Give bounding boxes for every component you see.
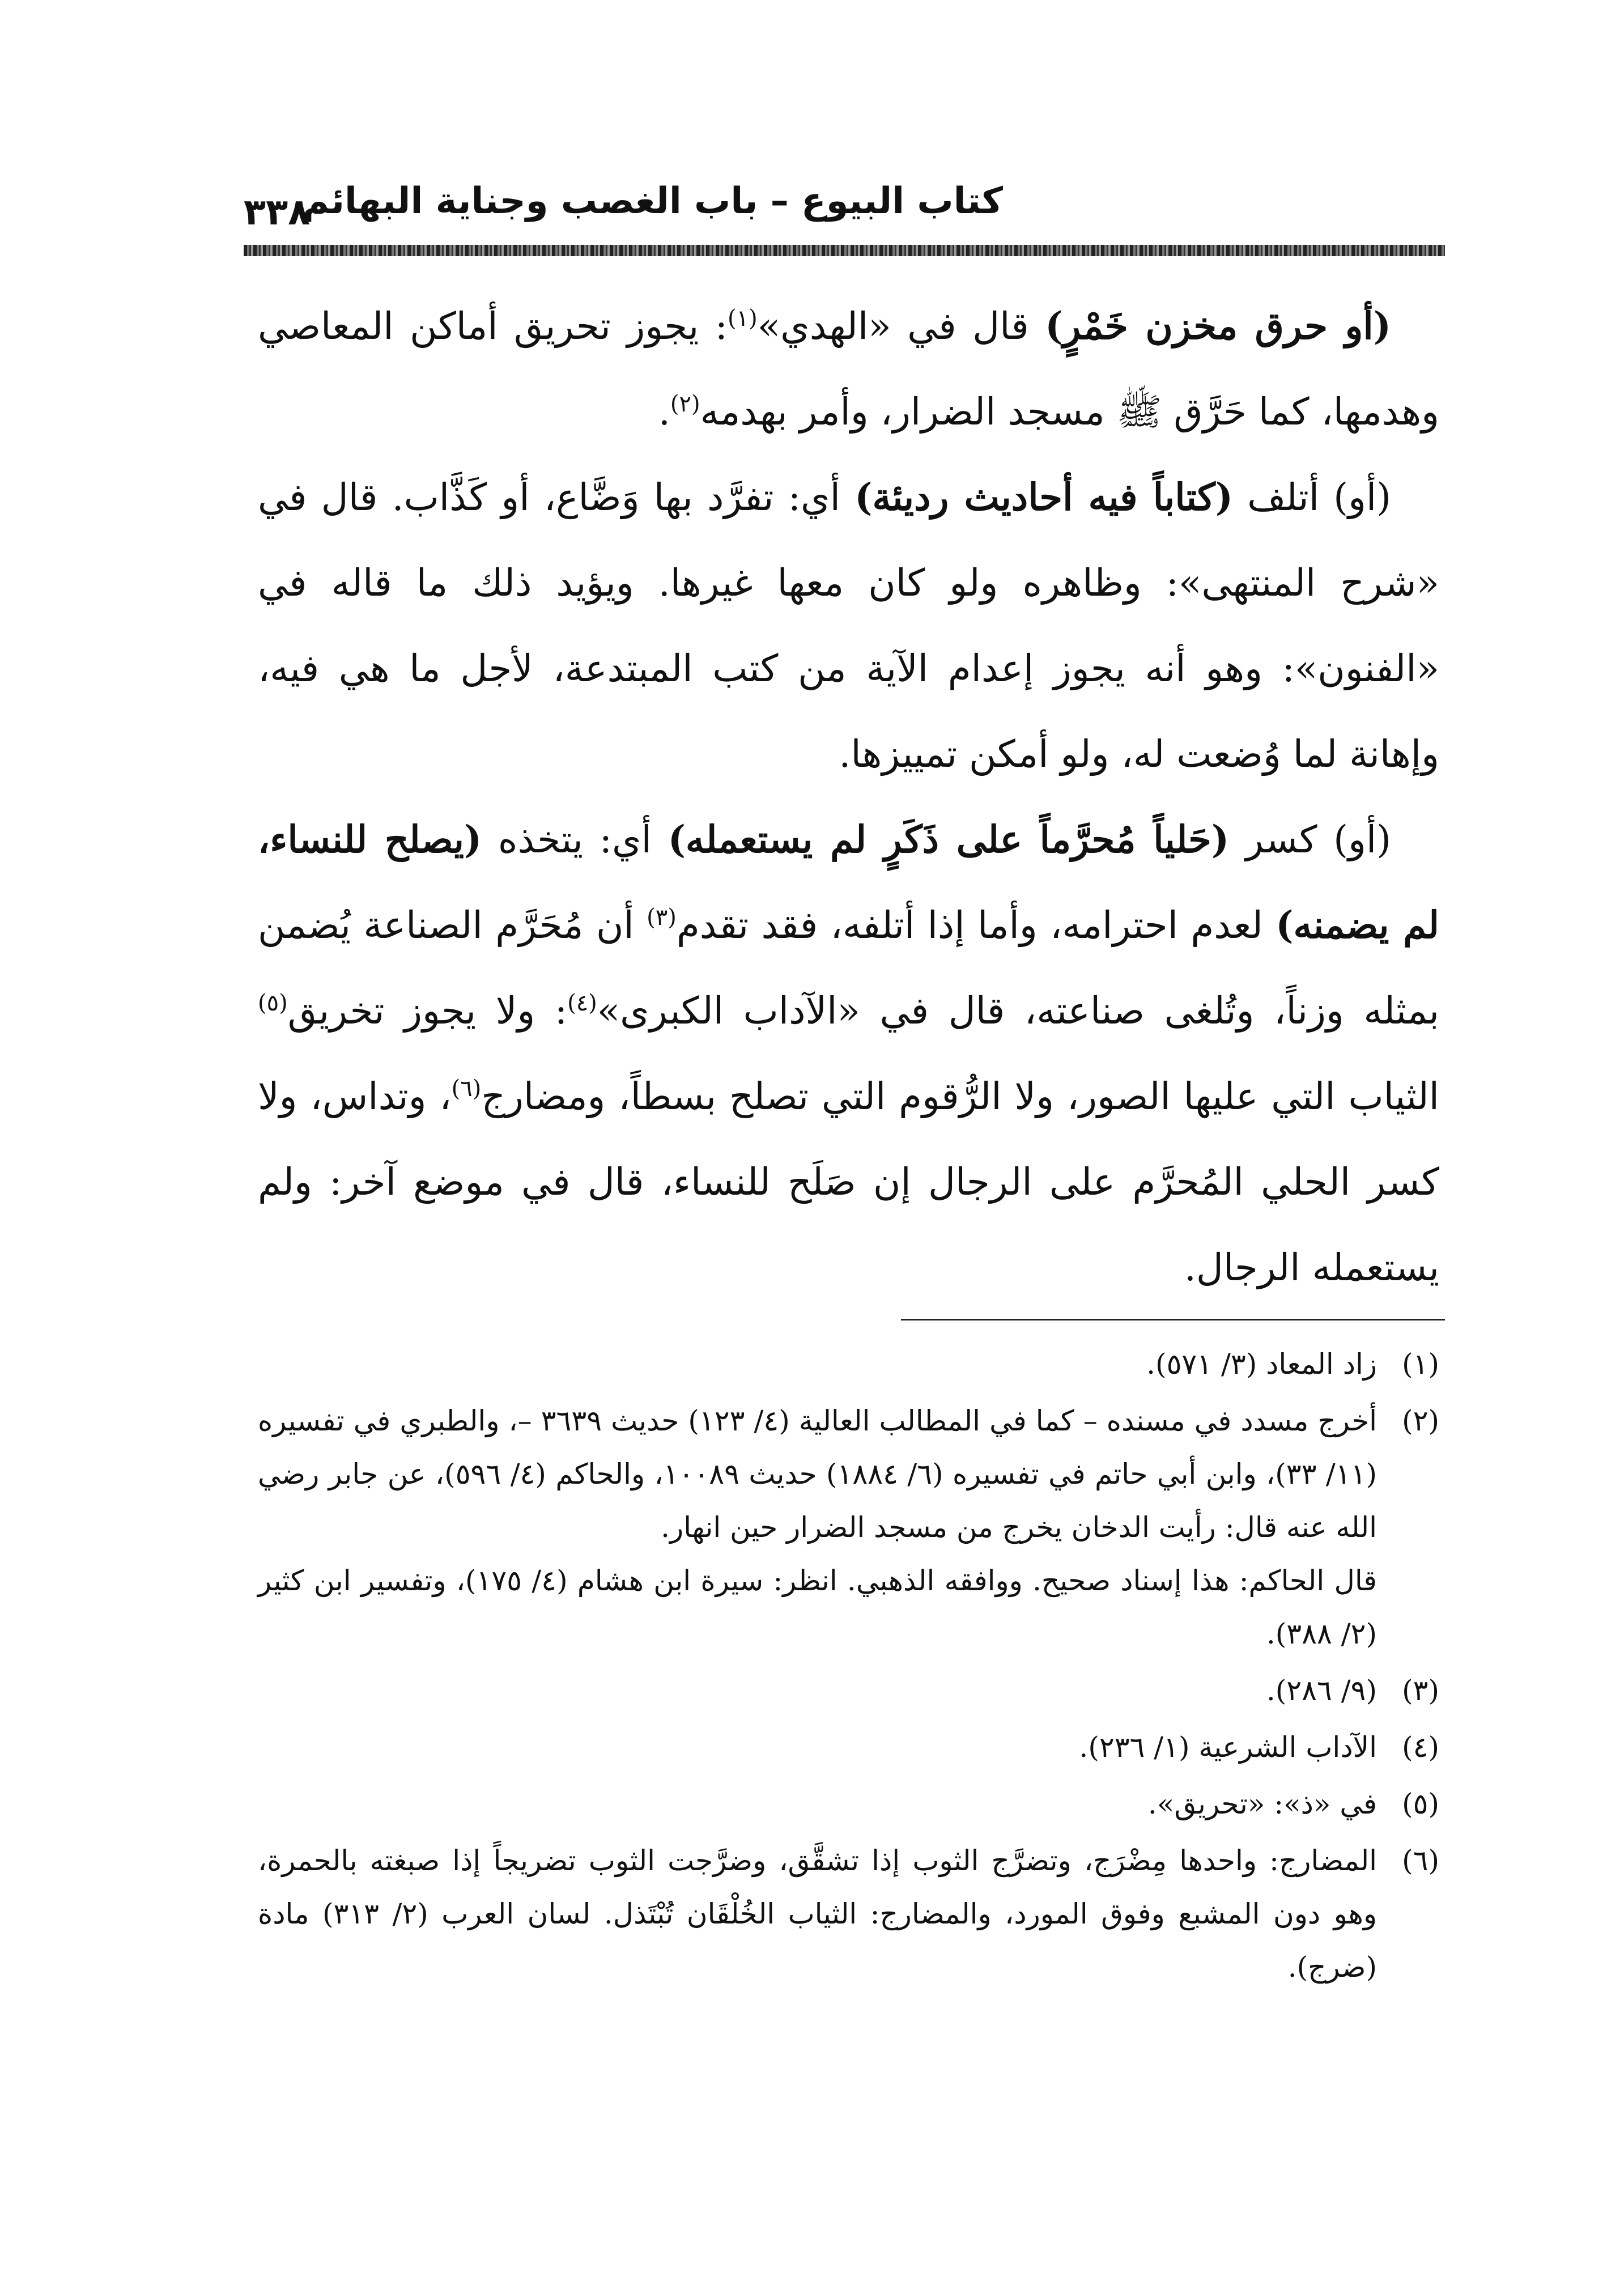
- sharh-text: .: [658, 390, 670, 434]
- footnotes: [258, 1337, 1439, 1997]
- paragraph-1: [258, 283, 1439, 455]
- footnote-ref: (٥): [258, 990, 288, 1016]
- footnote-ref: (٤): [567, 990, 597, 1016]
- footnote-ref: (٣): [647, 905, 677, 931]
- footnote: [258, 1721, 1439, 1774]
- footnote-number: (٦): [1402, 1844, 1439, 1877]
- footnote-number: (٤): [1402, 1731, 1439, 1764]
- main-text: [258, 283, 1439, 1310]
- matn-text: (حَلياً مُحرَّماً على ذَكَرٍ لم يستعمله): [668, 817, 1230, 861]
- page-header: [244, 170, 1445, 232]
- header-rule: [244, 245, 1445, 256]
- matn-text: (كتاباً فيه أحاديث رديئة): [854, 475, 1233, 519]
- footnote: [258, 1394, 1439, 1661]
- sharh-text: (أو) أتلف: [1232, 475, 1392, 519]
- footnote-number: (٣): [1402, 1674, 1439, 1707]
- footnote-text: المضارج: واحدها مِضْرَج، وتضرَّج الثوب إذا تشقَّق، وضرَّجت الثوب تضريجاً إذا صبغته بالحمرة، وهو دون المشبع وفوق المورد، والمضارج: الثياب الخُلْقَان تُبْتَذل. لسان العرب (٢/ ٣١٣) مادة (ضرج).: [258, 1844, 1377, 1984]
- sharh-text: (أو) كسر: [1229, 818, 1391, 861]
- footnote: [258, 1777, 1439, 1831]
- sharh-text: : يجوز تحريق أماكن المعاصي وهدمها، كما حَرَّق ﷺ مسجد الضرار، وأمر بهدمه: [258, 304, 1439, 434]
- sharh-text: لعدم احترامه، وأما إذا أتلفه، فقد تقدم: [676, 903, 1276, 947]
- footnote-ref: (٢): [670, 391, 700, 417]
- sharh-text: أي: تفرَّد بها وَضَّاع، أو كَذَّاب. قال في «شرح المنتهى»: وظاهره ولو كان معها غيرها. ويؤيد ذلك ما قاله في «الفنون»: وهو أنه يجوز إعدام الآية من كتب المبتدعة، لأجل ما هي فيه، وإهانة لما وُضعت له، ولو أمكن تمييزها.: [258, 475, 1439, 776]
- page-number: ٣٣٨: [244, 192, 311, 233]
- sharh-text: أن مُحَرَّم الصناعة يُضمن بمثله وزناً، وتُلغى صناعته، قال في «الآداب الكبرى»: [258, 903, 1439, 1033]
- running-title: كتاب البيوع – باب الغصب وجناية البهائم: [302, 180, 1003, 222]
- footnote-number: (٢): [1402, 1404, 1439, 1437]
- footnote-text: في «ذ»: «تحريق».: [1147, 1787, 1377, 1820]
- sharh-text: ، وتداس، ولا كسر الحلي المُحرَّم على الرجال إن صَلَح للنساء، قال في موضع آخر: ولم يستعمله الرجال.: [258, 1075, 1439, 1289]
- sharh-text: قال في «الهدي»: [757, 304, 1045, 348]
- footnote: [258, 1337, 1439, 1391]
- footnote-text: الآداب الشرعية (١/ ٢٣٦).: [1079, 1731, 1377, 1764]
- footnote-separator: [901, 1319, 1445, 1320]
- footnote-number: (٥): [1402, 1787, 1439, 1820]
- footnote-text: زاد المعاد (٣/ ٥٧١).: [1146, 1348, 1377, 1381]
- paragraph-2: [258, 455, 1439, 797]
- matn-text: (أو حرق مخزن خَمْرٍ): [1045, 304, 1391, 348]
- footnote-text: (٩/ ٢٨٦).: [1266, 1674, 1377, 1707]
- footnote-number: (١): [1402, 1348, 1439, 1381]
- footnote-ref: (١): [727, 305, 758, 332]
- footnote: [258, 1664, 1439, 1717]
- footnote-ref: (٦): [451, 1076, 482, 1102]
- sharh-text: : ولا يجوز تخريق: [287, 989, 568, 1033]
- matn-text: (يصلح للنساء، لم يضمنه): [258, 817, 1439, 947]
- footnote-text: قال الحاكم: هذا إسناد صحيح. ووافقه الذهبي. انظر: سيرة ابن هشام (٤/ ١٧٥)، وتفسير ابن كثير (٢/ ٣٨٨).: [258, 1564, 1377, 1650]
- sharh-text: الثياب التي عليها الصور، ولا الرُّقوم التي تصلح بسطاً، ومضارج: [481, 1075, 1439, 1118]
- footnote-text: أخرج مسدد في مسنده – كما في المطالب العالية (٤/ ١٢٣) حديث ٣٦٣٩ –، والطبري في تفسيره (١١/ ٣٣)، وابن أبي حاتم في تفسيره (٦/ ١٨٨٤) حديث ١٠٠٨٩، والحاكم (٤/ ٥٩٦)، عن جابر رضي الله عنه قال: رأيت الدخان يخرج من مسجد الضرار حين انهار.: [258, 1404, 1377, 1544]
- sharh-text: أي: يتخذه: [482, 818, 668, 861]
- footnote: [258, 1834, 1439, 1994]
- paragraph-3: [258, 797, 1439, 1310]
